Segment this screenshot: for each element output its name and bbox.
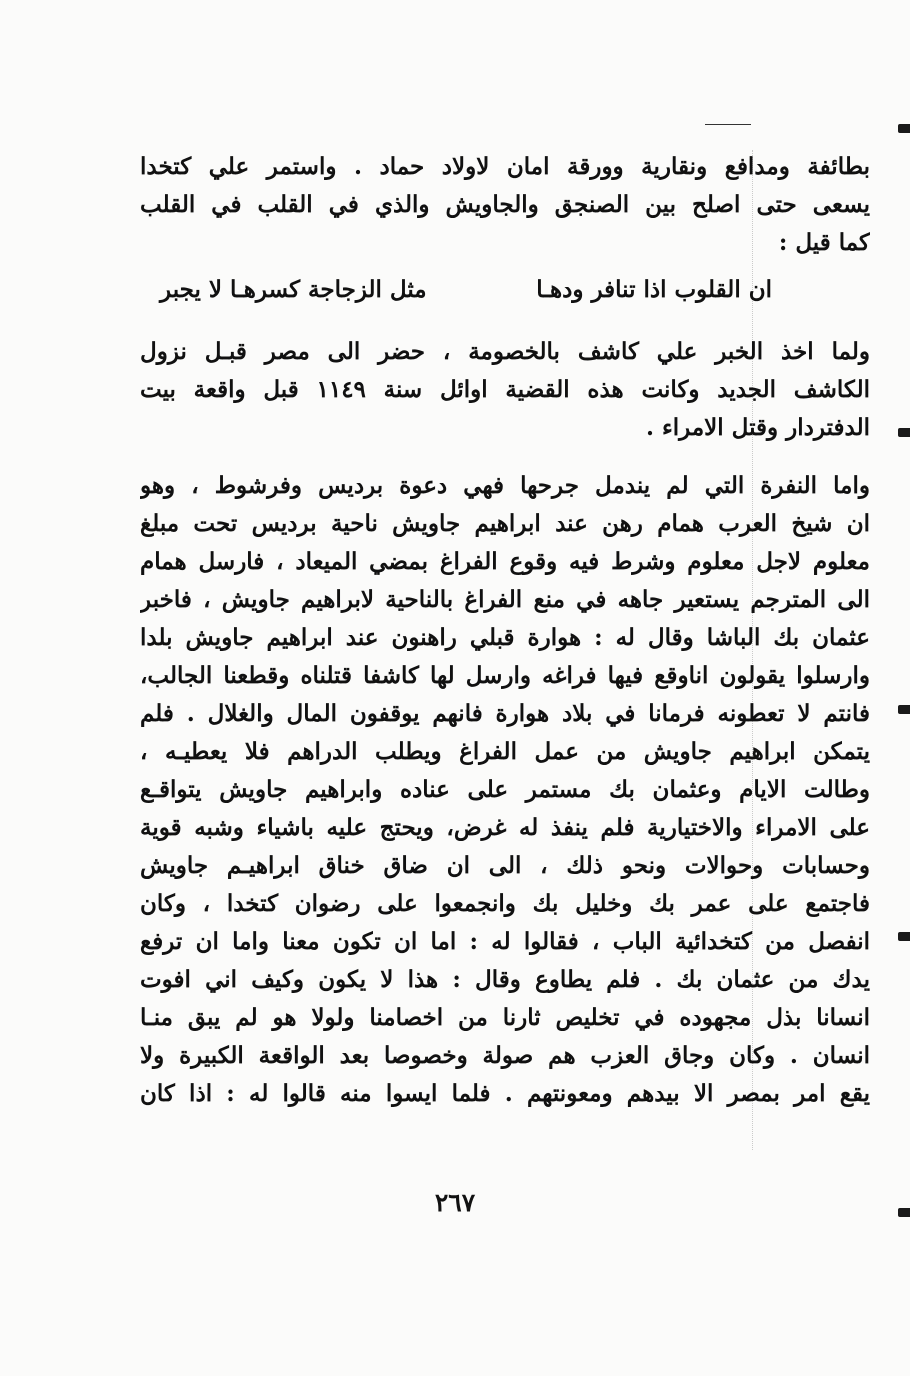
paragraph-2 bbox=[140, 333, 870, 447]
text-line: يقع امر بمصر الا بيدهم ومعونتهم . فلما ايسوا منه قالوا له : اذا كان bbox=[140, 1080, 870, 1107]
text-line: فاجتمع على عمر بك وخليل بك وانجمعوا على رضوان كتخدا ، وكان bbox=[140, 890, 870, 917]
scan-edge-mark bbox=[898, 428, 910, 437]
scan-edge-mark bbox=[898, 705, 910, 714]
text-line: يسعى حتى اصلح بين الصنجق والجاويش والذي في القلب في القلب bbox=[140, 191, 870, 218]
page-number: ٢٦٧ bbox=[434, 1188, 476, 1217]
scan-edge-mark bbox=[898, 1208, 910, 1217]
text-line: واما النفرة التي لم يندمل جرحها فهي دعوة برديس وفرشوط ، وهو bbox=[140, 472, 870, 499]
text-line: ولما اخذ الخبر علي كاشف بالخصومة ، حضر الى مصر قبـل نزول bbox=[140, 338, 870, 365]
text-line: عثمان بك الباشا وقال له : هوارة قبلي راهنون عند ابراهيم جاويش بلدا bbox=[140, 624, 870, 651]
text-line: على الامراء والاختيارية فلم ينفذ له غرض، ويحتج عليه باشياء وشبه قوية bbox=[140, 814, 870, 841]
text-line: معلوم لاجل معلوم وشرط فيه وقوع الفراغ بمضي الميعاد ، فارسل همام bbox=[140, 548, 870, 575]
text-line: بطائفة ومدافع ونقارية وورقة امان لاولاد حماد . واستمر علي كتخدا bbox=[140, 153, 870, 180]
paragraph-1 bbox=[140, 148, 870, 262]
verse-second-hemistich: مثل الزجاجة كسرهـا لا يجبر bbox=[160, 276, 427, 303]
text-line: انسانا بذل مجهوده في تخليص ثارنا من اخصامنا ولولا هو لم يبق منـا bbox=[140, 1004, 870, 1031]
text-line: انفصل من كتخدائية الباب ، فقالوا له : اما ان تكون معنا واما ان ترفع bbox=[140, 928, 870, 955]
text-line: انسان . وكان وجاق العزب هم صولة وخصوصا بعد الواقعة الكبيرة ولا bbox=[140, 1042, 870, 1069]
text-line: فانتم لا تعطونه فرمانا في بلاد هوارة فانهم يوقفون المال والغلال . فلم bbox=[140, 700, 870, 727]
text-line: الى المترجم يستعير جاهه في منع الفراغ بالناحية لابراهيم جاويش ، فاخبر bbox=[140, 586, 870, 613]
text-line: ان شيخ العرب همام رهن عند ابراهيم جاويش ناحية برديس تحت مبلغ bbox=[140, 510, 870, 537]
scan-edge-mark bbox=[898, 124, 910, 133]
text-line: يدك من عثمان بك . فلم يطاوع وقال : هذا لا يكون وكيف اني افوت bbox=[140, 966, 870, 993]
text-line: يتمكن ابراهيم جاويش من عمل الفراغ ويطلب الدراهم فلا يعطيـه ، bbox=[140, 738, 870, 765]
text-line: كما قيل : bbox=[778, 229, 870, 256]
text-line: وارسلوا يقولون اناوقع فيها فراغه وارسل لها كاشفا قتلناه وقطعنا الجالب، bbox=[140, 662, 870, 689]
text-line: وطالت الايام وعثمان بك مستمر على عناده وابراهيم جاويش يتواقـع bbox=[140, 776, 870, 803]
text-line: وحسابات وحوالات ونحو ذلك ، الى ان ضاق خناق ابراهيـم جاويش bbox=[140, 852, 870, 879]
text-line: الدفتردار وقتل الامراء . bbox=[645, 414, 870, 441]
paragraph-3 bbox=[140, 467, 870, 1113]
header-rule bbox=[705, 124, 751, 125]
verse-first-hemistich: ان القلوب اذا تنافر ودهـا bbox=[536, 276, 772, 303]
text-line: الكاشف الجديد وكانت هذه القضية اوائل سنة ١١٤٩ قبل واقعة بيت bbox=[140, 376, 870, 403]
scan-edge-mark bbox=[898, 932, 910, 941]
